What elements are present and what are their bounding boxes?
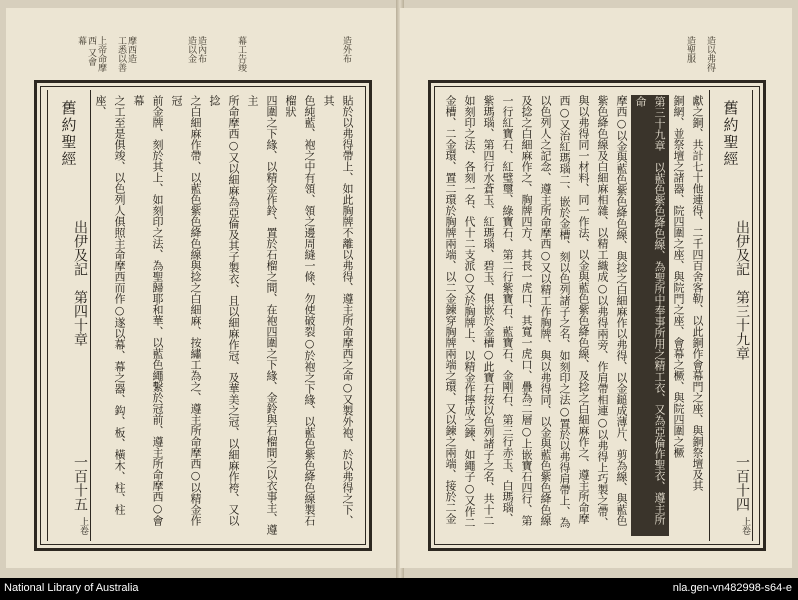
left-header-notes xyxy=(76,36,106,74)
right-page xyxy=(400,8,792,568)
volume-label: 上卷 xyxy=(740,517,750,535)
text-line: 西○又治紅瑪瑙二、嵌於金槽、刻以色列諸子之名、如刻印之法○置於以弗得肩帶上、為 xyxy=(558,95,571,528)
left-page xyxy=(6,8,398,568)
text-line: 紫色絳色線及白細麻相雜、以精工織成○以弗得兩旁、作肩帶相連○以弗得上巧製之帶、 xyxy=(596,95,609,528)
header-note: 摩西造 xyxy=(126,36,136,63)
book-title: 舊約聖經 xyxy=(59,100,78,168)
text-line: 一行紅寶石、紅璧璽、綠寶石、第二行紫寶石、藍寶石、金剛石、第三行赤玉、白瑪瑙、 xyxy=(501,95,514,524)
record-identifier: nla.gen-vn482998-s64-e xyxy=(672,582,792,594)
left-header-notes-2 xyxy=(116,36,136,74)
left-header-notes-4 xyxy=(236,36,246,74)
header-note: 造聖服 xyxy=(685,36,695,63)
text-line: 四圍之下緣、以精金作鈴、置於石榴之間、在袍四圍之下緣、金鈴與石榴間之以衣事主、遵主 xyxy=(246,95,278,535)
text-line: 及捻之白細麻作之、胸牌四方、其長一虎口、其寬一虎口、疊為二層○上嵌寶石四行、第 xyxy=(520,95,533,526)
header-note: 上帝命摩西 xyxy=(86,36,106,72)
footer-bar xyxy=(0,578,798,600)
text-line: 前金牌、刻於其上、如刻印之法、為聖歸耶和華、以藍色繩繫於冠前、遵主所命摩西○會幕 xyxy=(132,95,164,526)
header-note: 工悉以善 xyxy=(116,36,126,72)
header-note: 造外布 xyxy=(341,36,351,63)
text-line: 摩西○以金與藍色紫色絳色線、與捻之白細麻作以弗得、以金鎚成薄片、剪為線、與藍色 xyxy=(615,95,628,526)
right-header-notes xyxy=(685,36,695,74)
left-header-notes-3 xyxy=(186,36,206,74)
library-credit: National Library of Australia xyxy=(4,582,139,594)
text-line: 如刻印之法、各刻一名、代十二支派○又於胸牌上、以精金作擰成之鍊、如繩子○又作二 xyxy=(463,95,476,528)
text-line: 所命摩西○又以細麻為亞倫及其子製衣、且以細麻作冠、及華美之冠、以細麻作袴、又以捻 xyxy=(208,95,240,526)
right-header-notes-2 xyxy=(705,36,715,74)
page-number: 一百十四 xyxy=(734,455,750,511)
chapter-start-line: 第三十九章 以藍色紫色絳色線、為聖所中奉事所用之精工衣、又為亞倫作聖衣、遵主所命 xyxy=(631,95,669,536)
right-margin-band xyxy=(709,90,753,541)
header-note: 幕工告竣 xyxy=(236,36,246,72)
text-line: 貼於以弗得帶上、如此胸牌不離以弗得、遵主所命摩西之命○又製外袍、於以弗得之下、其 xyxy=(322,95,354,526)
book-title: 舊約聖經 xyxy=(721,100,740,168)
header-note: 造內布 xyxy=(196,36,206,63)
chapter-heading: 出伊及記 第三十九章 xyxy=(734,220,750,360)
right-inner-border xyxy=(434,86,760,545)
text-line: 金槽、二金環、置二環於胸牌兩端、以二金鍊穿胸牌兩端之環、又以鍊之兩端、接於二金 xyxy=(444,95,457,524)
text-line: 獻之銅、共計七十他連得、二千四百舍客勒、以此銅作會幕門之座、與銅祭壇及其 xyxy=(691,95,704,491)
left-margin-band xyxy=(47,90,91,541)
text-line: 色純藍、袍之中有領、領之邊周縫一條、勿使破裂○於袍之下緣、以藍色紫色絳色線製石榴狀 xyxy=(284,95,316,526)
header-note: 造以金 xyxy=(186,36,196,63)
header-note: 又會幕 xyxy=(76,36,96,66)
right-text-frame xyxy=(428,80,766,551)
chapter-heading: 出伊及記 第四十章 xyxy=(72,220,88,346)
text-line: 以色列人之記念、遵主所命摩西○又以精工作胸牌、與以弗得同、以金與藍色紫色絳色線 xyxy=(539,95,552,526)
left-header-notes-5 xyxy=(341,36,351,74)
left-body-text xyxy=(93,95,357,536)
text-line: 之白細麻作帶、以藍色紫色絳色線與捻之白細麻、按繡工為之、遵主所命摩西○以精金作冠 xyxy=(170,95,202,526)
left-text-frame xyxy=(34,80,372,551)
header-note: 造以弗得 xyxy=(705,36,715,72)
left-inner-border xyxy=(40,86,366,545)
text-line: 紫瑪瑙、第四行水蒼玉、紅瑪瑙、碧玉、俱嵌於金槽○此寶石按以色列諸子之名、共十二 xyxy=(482,95,495,526)
text-line: 之工至是俱竣、以色列人俱照主命摩西而作○遂以幕、幕之器、鈎、板、橫木、柱、柱座、 xyxy=(94,95,126,515)
text-line: 銅網、並祭壇之諸器、院四圍之座、與院門之座、會幕之橛、與院四圍之橛 xyxy=(672,95,685,458)
volume-label: 上卷 xyxy=(78,517,88,535)
page-number: 一百十五 xyxy=(72,455,88,511)
right-body-text xyxy=(443,95,707,536)
text-line: 與以弗得同一材料、同一作法、以金與藍色紫色絳色線、及捻之白細麻作之、遵主所命摩 xyxy=(577,95,590,524)
